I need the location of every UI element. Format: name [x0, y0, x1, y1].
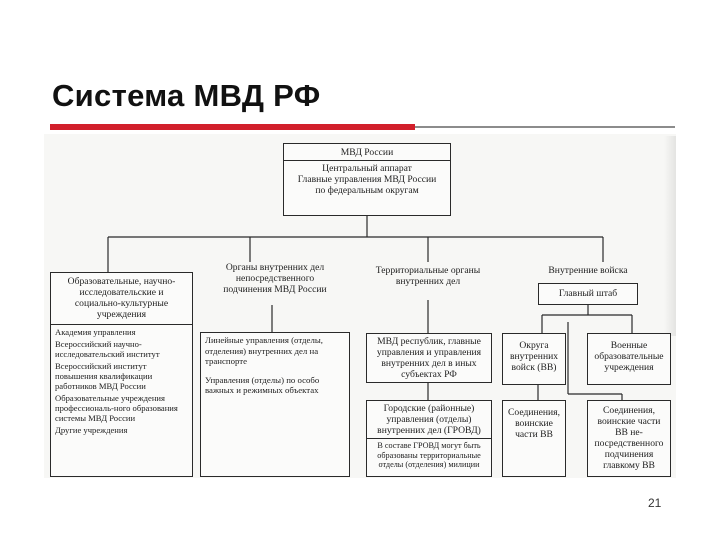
districts-line: внутренних: [509, 351, 559, 362]
col2-heading-1: Органы внутренних дел: [225, 262, 325, 273]
troop-units-box: [502, 400, 566, 477]
grovd-note-line: образованы территориальные: [377, 450, 481, 460]
direct-units-line: подчинения: [604, 449, 654, 460]
slide-title: Система МВД РФ: [52, 78, 321, 113]
direct-units-line: Соединения,: [603, 405, 655, 416]
col1-heading-1: Образовательные, научно-: [67, 276, 176, 287]
col1-item: Образовательные учреждения профессиональ-ного образования системы МВД России: [55, 393, 178, 423]
box-divider: [284, 160, 450, 161]
page-number: 21: [648, 496, 662, 510]
col2-heading-3: подчинения МВД России: [223, 284, 327, 295]
direct-units-line: воинские части: [597, 416, 661, 427]
box-divider: [51, 324, 192, 325]
col3-box1-line: субъектах РФ: [401, 369, 457, 380]
col1-heading-3: социально-культурные: [74, 298, 169, 309]
col1-item: Другие учреждения: [55, 425, 128, 435]
box-divider: [367, 438, 491, 439]
schools-line: образовательные: [594, 351, 664, 362]
col3-box1-line: внутренних дел в иных: [381, 358, 477, 369]
internal-troops-heading: [528, 265, 648, 279]
military-schools-box: [587, 333, 671, 385]
units-line: воинские: [515, 418, 553, 429]
col1-item: Академия управления: [55, 327, 136, 337]
col2-heading-2: непосредственного: [235, 273, 315, 284]
direct-units-line: главкому ВВ: [603, 460, 655, 471]
main-staff-box: [538, 283, 638, 305]
col3-box2-line: Городские (районные): [383, 403, 475, 414]
col1-heading-4: учреждения: [96, 309, 147, 320]
central-line-1: Центральный аппарат: [322, 163, 412, 174]
units-line: Соединения,: [508, 407, 560, 418]
col3-heading-2: внутренних дел: [395, 276, 461, 287]
direct-subordination-heading: [200, 262, 350, 304]
col1-heading-2: исследовательские и: [79, 287, 164, 298]
col2-item: Линейные управления (отделы, отделения) внутренних дел на транспорте: [205, 335, 323, 366]
transport-units-box: [200, 332, 350, 477]
mvd-russia-box: [283, 143, 451, 216]
direct-units-box: [587, 400, 671, 477]
direct-units-line: посредственного: [594, 438, 664, 449]
internal-troops-label: Внутренние войска: [548, 265, 628, 276]
col3-box1-line: МВД республик, главные: [377, 336, 481, 347]
schools-line: Военные: [610, 340, 648, 351]
col3-box1-line: управления и управления: [376, 347, 482, 358]
col1-item: Всероссийский институт повышения квалификации работников МВД России: [55, 361, 153, 391]
educational-institutions-box: [50, 272, 193, 477]
mvd-russia-title: МВД России: [340, 147, 394, 158]
col3-box2-line: внутренних дел (ГРОВД): [377, 425, 481, 436]
col3-box2-line: управления (отделы): [386, 414, 472, 425]
territorial-organs-heading: [358, 265, 498, 297]
units-line: части ВВ: [515, 429, 553, 440]
direct-units-line: ВВ не-: [615, 427, 643, 438]
central-line-2: Главные управления МВД России: [297, 174, 437, 185]
schools-line: учреждения: [604, 362, 654, 373]
col2-item: Управления (отделы) по особо важных и режимных объектах: [205, 374, 320, 395]
grovd-note-line: отделы (отделения) милиции: [378, 460, 480, 469]
central-line-3: по федеральным округам: [315, 185, 419, 196]
col1-item: Всероссийский научно-исследовательский институт: [55, 339, 160, 359]
troop-districts-box: [502, 333, 566, 385]
districts-line: войск (ВВ): [511, 362, 557, 373]
col3-heading-1: Территориальные органы: [375, 265, 481, 276]
main-staff-label: Главный штаб: [558, 288, 618, 299]
districts-line: Округа: [519, 340, 549, 351]
grovd-box: [366, 400, 492, 477]
republic-mvd-box: [366, 333, 492, 383]
grovd-note-line: В составе ГРОВД могут быть: [377, 441, 481, 450]
